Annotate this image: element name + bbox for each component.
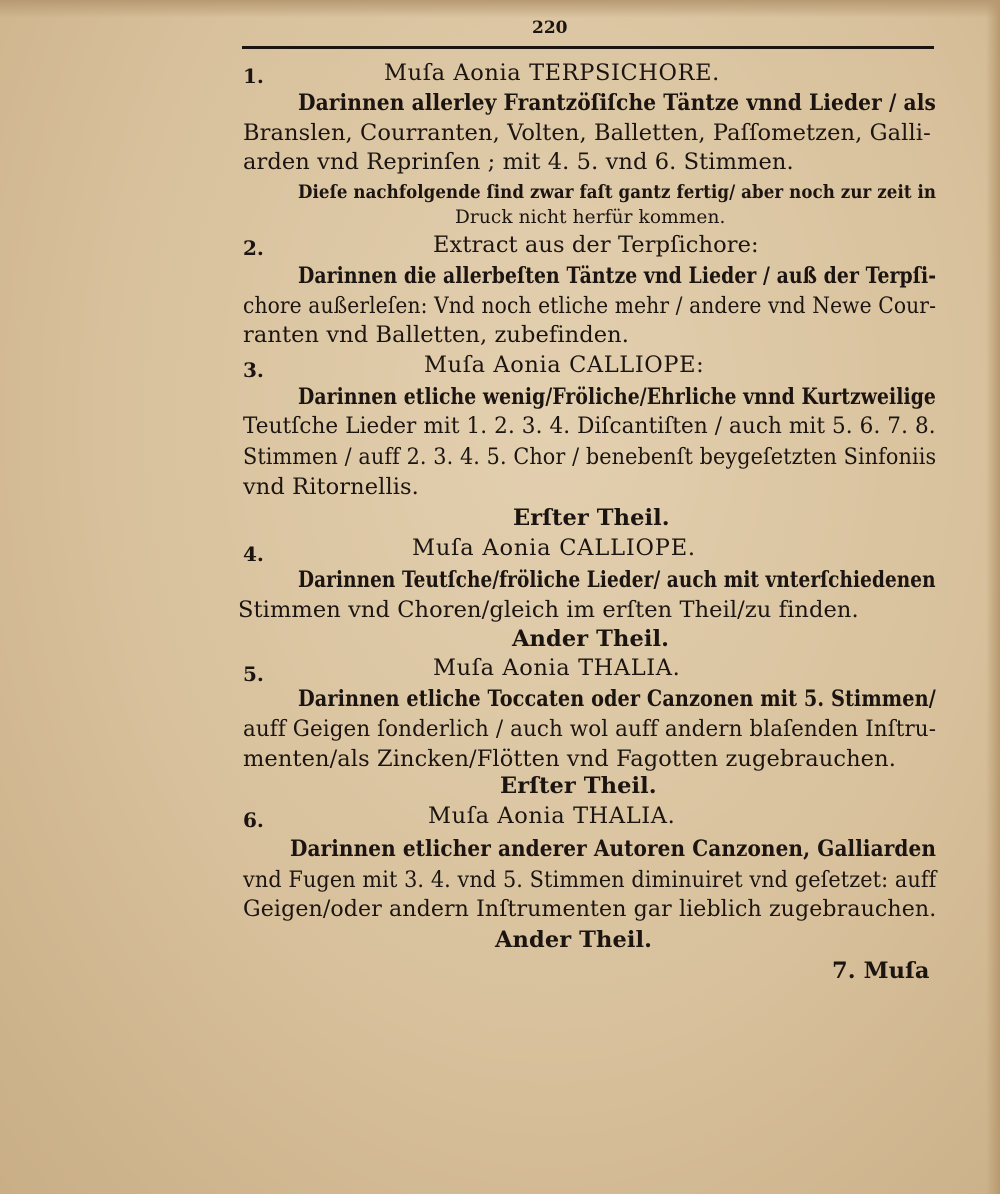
entry-3-line-4: vnd Ritornellis.: [243, 474, 419, 500]
entry-3-part: Erſter Theil.: [513, 505, 670, 531]
entry-1-title: Muſa Aonia TERPSICHORE.: [384, 60, 720, 86]
entry-2-line-2: chore außerleſen: Vnd noch etliche mehr / andere vnd Newe Cour-: [243, 293, 937, 319]
entry-5-line-3: menten/als Zincken/Flötten vnd Fagotten zugebrauchen.: [243, 746, 896, 772]
entry-2-number: 2.: [243, 236, 264, 260]
entry-4-part: Ander Theil.: [512, 626, 670, 652]
entry-4-line-1: Darinnen Teutſche/fröliche Lieder/ auch mit vnterſchiedenen: [298, 567, 936, 593]
entry-1-number: 1.: [243, 64, 264, 88]
entry-2-line-1: Darinnen die allerbeſten Täntze vnd Lieder / auß der Terpſi-: [298, 263, 937, 289]
entry-2-line-3: ranten vnd Balletten, zubefinden.: [243, 322, 630, 348]
entry-6-part: Ander Theil.: [495, 927, 653, 953]
entry-5-number: 5.: [243, 662, 264, 686]
entry-4-title: Muſa Aonia CALLIOPE.: [412, 535, 696, 561]
entry-5-line-2: auff Geigen ſonderlich / auch wol auff andern blaſenden Inſtru-: [243, 716, 937, 742]
catchword: 7. Muſa: [832, 958, 930, 984]
entry-6-line-1: Darinnen etlicher anderer Autoren Canzonen, Galliarden: [290, 836, 936, 862]
entry-4-line-2: Stimmen vnd Choren/gleich im erſten Theil/zu finden.: [238, 597, 859, 623]
entry-3-line-3: Stimmen / auff 2. 3. 4. 5. Chor / benebenſt beygeſetzten Sinfoniis: [243, 444, 937, 470]
entry-3-line-1: Darinnen etliche wenig/Fröliche/Ehrliche vnnd Kurtzweilige: [298, 384, 936, 410]
entry-4-number: 4.: [243, 542, 264, 566]
entry-1-note-2: Druck nicht herfür kommen.: [455, 207, 726, 228]
entry-1-note-1: Dieſe nachfolgende ſind zwar faſt gantz fertig/ aber noch zur zeit in: [298, 182, 937, 203]
entry-3-line-2: Teutſche Lieder mit 1. 2. 3. 4. Diſcantiſten / auch mit 5. 6. 7. 8.: [243, 413, 936, 439]
entry-2-title: Extract aus der Terpſichore:: [433, 232, 759, 258]
entry-1-line-3: arden vnd Reprinſen ; mit 4. 5. vnd 6. Stimmen.: [243, 149, 794, 175]
entry-5-part: Erſter Theil.: [500, 773, 657, 799]
entry-5-title: Muſa Aonia THALIA.: [433, 655, 681, 681]
entry-6-line-2: vnd Fugen mit 3. 4. vnd 5. Stimmen diminuiret vnd geſetzet: auff: [243, 867, 937, 893]
entry-6-title: Muſa Aonia THALIA.: [428, 803, 676, 829]
page-number: 220: [532, 18, 568, 38]
entry-1-line-1: Darinnen allerley Frantzöſiſche Täntze vnnd Lieder / als: [298, 90, 936, 116]
header-rule: [242, 46, 934, 49]
entry-3-title: Muſa Aonia CALLIOPE:: [424, 352, 705, 378]
entry-6-line-3: Geigen/oder andern Inſtrumenten gar lieblich zugebrauchen.: [243, 896, 937, 922]
entry-1-line-2: Branslen, Courranten, Volten, Balletten, Paſſometzen, Galli-: [243, 120, 931, 146]
page-right-shadow: [986, 0, 1000, 1194]
entry-5-line-1: Darinnen etliche Toccaten oder Canzonen mit 5. Stimmen/: [298, 686, 936, 712]
page-top-shadow: [0, 0, 1000, 18]
entry-3-number: 3.: [243, 358, 264, 382]
entry-6-number: 6.: [243, 808, 264, 832]
